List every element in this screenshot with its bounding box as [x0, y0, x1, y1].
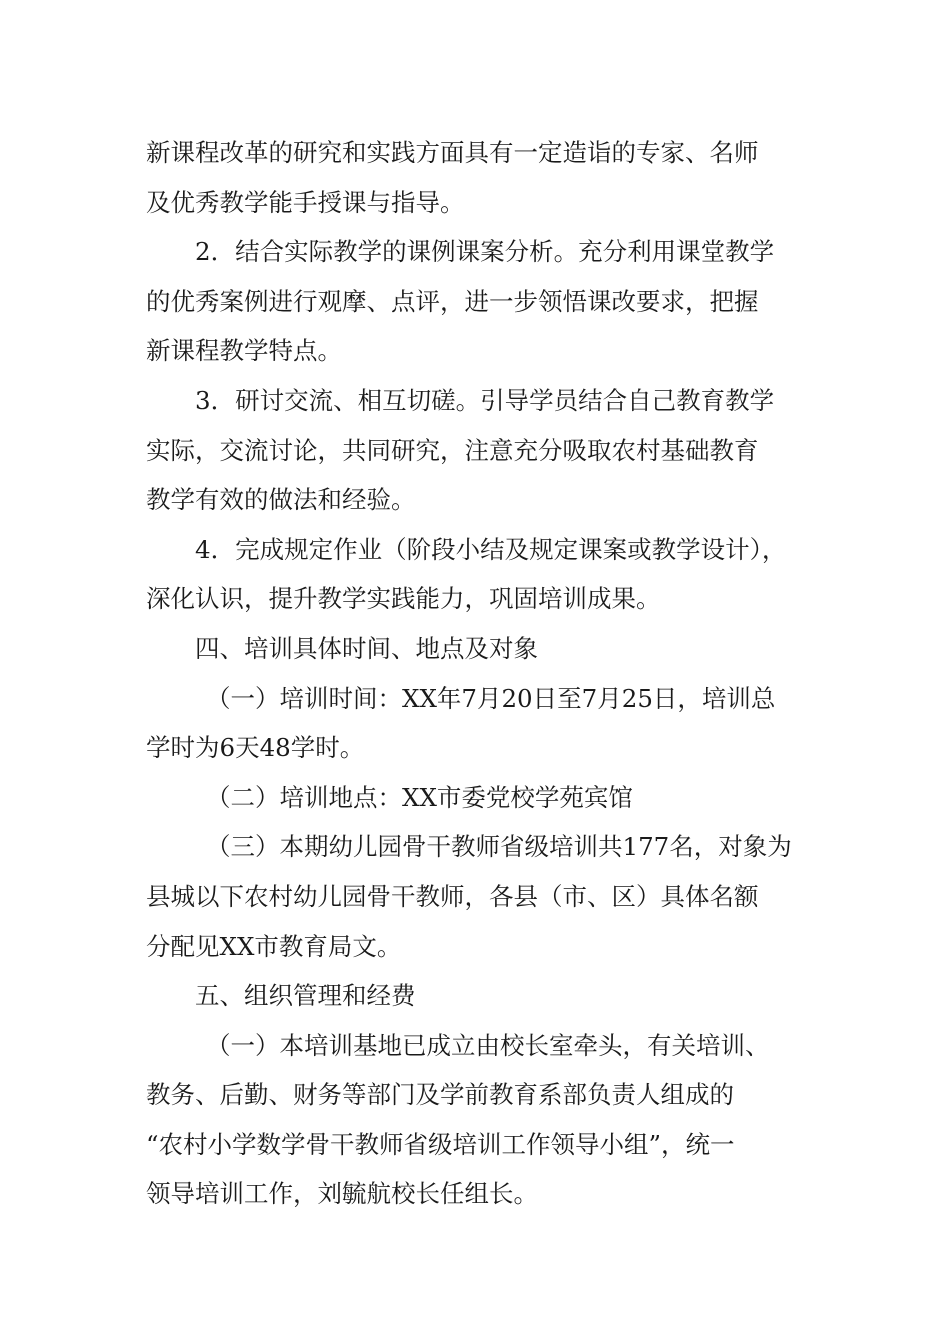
section-heading-organization-funding	[146, 971, 808, 1021]
paragraph-item-4-assignments	[146, 525, 808, 624]
paragraph-course-instructors	[146, 128, 808, 227]
text-line: “农村小学数学骨干教师省级培训工作领导小组”，统一	[146, 1129, 735, 1159]
text-line: 新课程教学特点。	[146, 336, 342, 366]
text-line: 2．结合实际教学的课例课案分析。充分利用课堂教学	[195, 237, 775, 267]
text-line: 县城以下农村幼儿园骨干教师，各县（市、区）具体名额	[146, 881, 759, 911]
heading-line: 五、组织管理和经费	[195, 981, 416, 1011]
section-heading-time-place-participants	[146, 624, 808, 674]
document-body	[146, 128, 808, 1219]
text-line: 及优秀教学能手授课与指导。	[146, 187, 465, 217]
text-line: 实际，交流讨论，共同研究，注意充分吸取农村基础教育	[146, 435, 759, 465]
text-line: 学时为6天48学时。	[146, 733, 365, 763]
paragraph-item-3-discussion	[146, 376, 808, 525]
text-line: 教学有效的做法和经验。	[146, 485, 416, 515]
paragraph-item-2-case-analysis	[146, 227, 808, 376]
text-line: （二）培训地点：XX市委党校学苑宾馆	[206, 782, 633, 812]
paragraph-training-participants	[146, 822, 808, 971]
text-line: 教务、后勤、财务等部门及学前教育系部负责人组成的	[146, 1080, 734, 1110]
text-line: 的优秀案例进行观摩、点评，进一步领悟课改要求，把握	[146, 286, 759, 316]
text-line: 分配见XX市教育局文。	[146, 931, 402, 961]
paragraph-leadership-group	[146, 1021, 808, 1219]
text-line: （一）本培训基地已成立由校长室牵头，有关培训、	[206, 1030, 770, 1060]
paragraph-training-location	[146, 773, 808, 823]
text-line: 深化认识，提升教学实践能力，巩固培训成果。	[146, 584, 661, 614]
text-line: （一）培训时间：XX年7月20日至7月25日，培训总	[206, 683, 776, 713]
text-line: （三）本期幼儿园骨干教师省级培训共177名，对象为	[206, 832, 792, 862]
text-line: 3．研讨交流、相互切磋。引导学员结合自己教育教学	[195, 385, 775, 415]
text-line: 领导培训工作，刘毓航校长任组长。	[146, 1179, 538, 1209]
text-line: 新课程改革的研究和实践方面具有一定造诣的专家、名师	[146, 138, 759, 167]
paragraph-training-time	[146, 674, 808, 773]
text-line: 4．完成规定作业（阶段小结及规定课案或教学设计），	[195, 534, 787, 564]
heading-line: 四、培训具体时间、地点及对象	[195, 633, 538, 663]
